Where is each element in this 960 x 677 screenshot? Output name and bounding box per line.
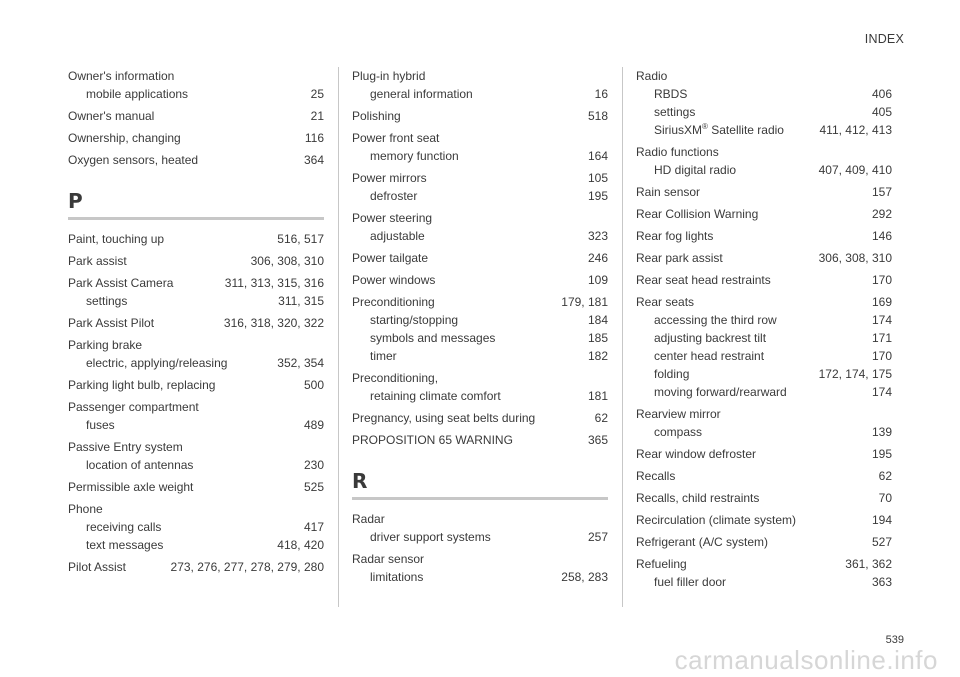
- index-subpage-ref: 418, 420: [277, 538, 324, 552]
- index-term: Rear seat head restraints: [636, 273, 771, 287]
- index-letter-heading: [352, 469, 608, 500]
- index-subterm: text messages: [86, 538, 164, 552]
- index-subterm: location of antennas: [86, 458, 194, 472]
- index-subpage-ref: 174: [871, 313, 892, 327]
- index-entry: [352, 550, 608, 586]
- index-subterm: general information: [370, 87, 473, 101]
- index-entry-row: [68, 500, 324, 518]
- index-entry: [352, 67, 608, 103]
- index-subentry: [636, 121, 892, 139]
- index-page-ref: 70: [878, 491, 892, 505]
- index-entry: [636, 67, 892, 139]
- index-subpage-ref: 185: [587, 331, 608, 345]
- index-entry-row: [352, 107, 608, 125]
- index-subterm: settings: [654, 105, 696, 119]
- index-subentry: [68, 518, 324, 536]
- index-entry: [68, 336, 324, 372]
- index-page-ref: 21: [310, 109, 324, 123]
- index-term: Rearview mirror: [636, 407, 721, 421]
- index-entry-row: [636, 533, 892, 551]
- index-entry: [352, 249, 608, 267]
- index-entry: [68, 398, 324, 434]
- index-entry: [636, 205, 892, 223]
- index-subpage-ref: 411, 412, 413: [819, 123, 892, 137]
- index-entry: [636, 405, 892, 441]
- index-subentry: [352, 227, 608, 245]
- index-entry-row: [636, 249, 892, 267]
- index-term: Passive Entry system: [68, 440, 183, 454]
- index-term: Parking brake: [68, 338, 143, 352]
- index-subentry: [352, 147, 608, 165]
- index-term: Power front seat: [352, 131, 440, 145]
- index-entry-row: [68, 151, 324, 169]
- index-term: Power steering: [352, 211, 433, 225]
- index-entry-row: [636, 405, 892, 423]
- index-entry-row: [636, 67, 892, 85]
- index-entry: [68, 151, 324, 169]
- index-term: Paint, touching up: [68, 232, 165, 246]
- index-page-ref: 62: [594, 411, 608, 425]
- index-subpage-ref: 181: [587, 389, 608, 403]
- index-term: Preconditioning,: [352, 371, 439, 385]
- index-subentry: [636, 103, 892, 121]
- index-entry-row: [352, 369, 608, 387]
- index-subpage-ref: 184: [587, 313, 608, 327]
- index-subentry: [352, 85, 608, 103]
- index-subterm: limitations: [370, 570, 424, 584]
- index-subpage-ref: 170: [871, 349, 892, 363]
- index-term: Refrigerant (A/C system): [636, 535, 769, 549]
- letter-rule: [68, 217, 324, 220]
- index-subpage-ref: 323: [587, 229, 608, 243]
- index-entry-row: [636, 489, 892, 507]
- index-subpage-ref: 195: [587, 189, 608, 203]
- index-term: Rear park assist: [636, 251, 723, 265]
- index-entry: [68, 67, 324, 103]
- index-subpage-ref: 311, 315: [278, 294, 324, 308]
- index-page-ref: 525: [303, 480, 324, 494]
- index-term: Park Assist Camera: [68, 276, 174, 290]
- index-entry-row: [68, 107, 324, 125]
- watermark-text: carmanualsonline.info: [674, 645, 938, 675]
- index-page-ref: 62: [878, 469, 892, 483]
- index-subentry: [68, 456, 324, 474]
- index-subterm: defroster: [370, 189, 418, 203]
- index-entry: [636, 271, 892, 289]
- index-entry: [352, 129, 608, 165]
- index-subterm: HD digital radio: [654, 163, 737, 177]
- index-entry-row: [636, 293, 892, 311]
- index-page-ref: 361, 362: [845, 557, 892, 571]
- index-subentry: [352, 347, 608, 365]
- index-subpage-ref: 230: [303, 458, 324, 472]
- index-subpage-ref: 489: [303, 418, 324, 432]
- index-subterm: folding: [654, 367, 690, 381]
- index-term: Radar: [352, 512, 385, 526]
- index-term: Rear fog lights: [636, 229, 714, 243]
- index-term: Rear Collision Warning: [636, 207, 759, 221]
- index-entry-row: [352, 169, 608, 187]
- index-entry: [352, 409, 608, 427]
- index-entry: [636, 445, 892, 463]
- index-entry-row: [352, 209, 608, 227]
- index-term: Rear window defroster: [636, 447, 757, 461]
- index-page-ref: 170: [871, 273, 892, 287]
- index-term: Recirculation (climate system): [636, 513, 797, 527]
- index-entry: [352, 169, 608, 205]
- index-entry-row: [352, 271, 608, 289]
- index-page-ref: 246: [587, 251, 608, 265]
- index-page-ref: 292: [871, 207, 892, 221]
- index-page-ref: 364: [303, 153, 324, 167]
- index-entry: [352, 369, 608, 405]
- letter-rule: [352, 497, 608, 500]
- index-entry: [352, 107, 608, 125]
- index-entry: [636, 249, 892, 267]
- index-entry: [636, 511, 892, 529]
- index-term: Recalls: [636, 469, 676, 483]
- index-subentry: [68, 536, 324, 554]
- index-entry-row: [352, 431, 608, 449]
- index-page-ref: 105: [587, 171, 608, 185]
- index-entry: [636, 143, 892, 179]
- index-subpage-ref: 257: [587, 530, 608, 544]
- index-entry: [68, 129, 324, 147]
- index-term: Passenger compartment: [68, 400, 199, 414]
- section-header: INDEX: [864, 32, 904, 46]
- index-term: Permissible axle weight: [68, 480, 194, 494]
- index-page-ref: 306, 308, 310: [250, 254, 324, 268]
- index-subpage-ref: 407, 409, 410: [818, 163, 892, 177]
- index-entry: [68, 107, 324, 125]
- index-subterm: driver support systems: [370, 530, 491, 544]
- index-subpage-ref: 363: [871, 575, 892, 589]
- index-entry-row: [636, 511, 892, 529]
- index-entry: [352, 209, 608, 245]
- index-entry: [68, 558, 324, 576]
- index-entry: [636, 467, 892, 485]
- index-letter-heading: [68, 189, 324, 220]
- index-term: Radio: [636, 69, 668, 83]
- index-subentry: [636, 161, 892, 179]
- index-term: Parking light bulb, replacing: [68, 378, 216, 392]
- index-entry: [68, 274, 324, 310]
- index-term: Pregnancy, using seat belts during: [352, 411, 536, 425]
- index-term: Park assist: [68, 254, 127, 268]
- index-subentry: [68, 416, 324, 434]
- index-subentry: [636, 423, 892, 441]
- index-page-ref: 365: [587, 433, 608, 447]
- index-entry: [352, 510, 608, 546]
- index-letter: R: [352, 469, 368, 493]
- index-subentry: [352, 387, 608, 405]
- index-subterm: moving forward/rearward: [654, 385, 787, 399]
- index-page-ref: 109: [587, 273, 608, 287]
- index-subentry: [352, 528, 608, 546]
- index-subterm: accessing the third row: [654, 313, 777, 327]
- index-entry-row: [68, 398, 324, 416]
- index-page-ref: 316, 318, 320, 322: [223, 316, 324, 330]
- index-subterm: receiving calls: [86, 520, 162, 534]
- index-entry: [68, 376, 324, 394]
- index-entry: [636, 183, 892, 201]
- index-entry: [68, 438, 324, 474]
- index-term: Radar sensor: [352, 552, 425, 566]
- index-term: Power tailgate: [352, 251, 429, 265]
- index-subpage-ref: 174: [871, 385, 892, 399]
- index-term: Rear seats: [636, 295, 695, 309]
- index-subpage-ref: 182: [587, 349, 608, 363]
- index-subterm: adjustable: [370, 229, 425, 243]
- index-page-ref: 518: [587, 109, 608, 123]
- index-entry: [68, 314, 324, 332]
- index-term: Recalls, child restraints: [636, 491, 760, 505]
- index-entry: [352, 431, 608, 449]
- index-subpage-ref: 25: [310, 87, 324, 101]
- index-page-ref: 500: [303, 378, 324, 392]
- index-subterm: [654, 121, 784, 139]
- index-entry-row: [636, 555, 892, 573]
- index-entry-row: [352, 510, 608, 528]
- index-term: Radio functions: [636, 145, 719, 159]
- index-subentry: [352, 329, 608, 347]
- index-subentry: [68, 354, 324, 372]
- index-entry-row: [352, 550, 608, 568]
- index-subpage-ref: 172, 174, 175: [818, 367, 892, 381]
- index-subterm: timer: [370, 349, 397, 363]
- index-subentry: [636, 347, 892, 365]
- index-entry-row: [68, 376, 324, 394]
- index-entry-row: [68, 478, 324, 496]
- index-entry-row: [636, 143, 892, 161]
- index-entry: [636, 533, 892, 551]
- index-entry: [352, 293, 608, 365]
- index-entry-row: [68, 438, 324, 456]
- index-subterm: starting/stopping: [370, 313, 459, 327]
- index-entry: [68, 500, 324, 554]
- index-entry: [68, 478, 324, 496]
- index-entry: [636, 293, 892, 401]
- index-subentry: [352, 311, 608, 329]
- index-page-ref: 527: [871, 535, 892, 549]
- index-page-ref: 169: [871, 295, 892, 309]
- index-column-2: [352, 67, 608, 590]
- index-term: Phone: [68, 502, 103, 516]
- index-page-ref: 194: [871, 513, 892, 527]
- index-term: Owner's manual: [68, 109, 155, 123]
- index-subpage-ref: 139: [871, 425, 892, 439]
- index-entry-row: [636, 205, 892, 223]
- index-column-1: [68, 67, 324, 580]
- index-entry-row: [636, 227, 892, 245]
- index-subentry: [636, 85, 892, 103]
- index-entry-row: [68, 67, 324, 85]
- index-subterm: RBDS: [654, 87, 688, 101]
- index-page-ref: 195: [871, 447, 892, 461]
- index-page-ref: 306, 308, 310: [818, 251, 892, 265]
- index-subpage-ref: 405: [871, 105, 892, 119]
- index-entry-row: [68, 230, 324, 248]
- index-page-ref: 516, 517: [277, 232, 324, 246]
- index-entry-row: [68, 274, 324, 292]
- index-subentry: [68, 85, 324, 103]
- index-entry: [636, 555, 892, 591]
- page-number: 539: [885, 634, 904, 646]
- index-subentry: [636, 573, 892, 591]
- registered-mark: ®: [702, 122, 708, 131]
- index-term: PROPOSITION 65 WARNING: [352, 433, 513, 447]
- index-entry-row: [352, 293, 608, 311]
- index-subterm: compass: [654, 425, 703, 439]
- index-entry: [352, 271, 608, 289]
- index-subterm: electric, applying/releasing: [86, 356, 228, 370]
- index-term: Polishing: [352, 109, 401, 123]
- index-entry-row: [636, 445, 892, 463]
- index-subpage-ref: 352, 354: [277, 356, 324, 370]
- index-subentry: [636, 365, 892, 383]
- index-subterm: fuel filler door: [654, 575, 727, 589]
- index-subpage-ref: 417: [303, 520, 324, 534]
- index-letter: P: [68, 189, 83, 213]
- index-term: Preconditioning: [352, 295, 435, 309]
- index-entry-row: [636, 271, 892, 289]
- index-term: Power windows: [352, 273, 436, 287]
- index-page-ref: 116: [304, 131, 324, 145]
- index-subentry: [68, 292, 324, 310]
- index-subpage-ref: 258, 283: [561, 570, 608, 584]
- index-page-ref: 273, 276, 277, 278, 279, 280: [170, 560, 324, 574]
- index-term: Oxygen sensors, heated: [68, 153, 199, 167]
- index-entry-row: [352, 129, 608, 147]
- index-subentry: [636, 383, 892, 401]
- index-subterm: adjusting backrest tilt: [654, 331, 767, 345]
- index-entry: [636, 489, 892, 507]
- index-subterm: center head restraint: [654, 349, 765, 363]
- index-subterm: retaining climate comfort: [370, 389, 501, 403]
- index-subterm: mobile applications: [86, 87, 189, 101]
- subterm-text: SiriusXM: [654, 123, 703, 137]
- index-term: Rain sensor: [636, 185, 701, 199]
- index-entry-row: [68, 314, 324, 332]
- index-subterm: fuses: [86, 418, 115, 432]
- index-term: Ownership, changing: [68, 131, 181, 145]
- index-subentry: [636, 329, 892, 347]
- index-entry-row: [68, 129, 324, 147]
- index-entry: [68, 252, 324, 270]
- index-subentry: [352, 187, 608, 205]
- column-divider: [338, 67, 339, 607]
- index-entry-row: [352, 409, 608, 427]
- index-subentry: [352, 568, 608, 586]
- index-page-ref: 146: [871, 229, 892, 243]
- index-term: Park Assist Pilot: [68, 316, 155, 330]
- index-entry-row: [68, 252, 324, 270]
- index-subpage-ref: 406: [871, 87, 892, 101]
- index-entry: [68, 230, 324, 248]
- index-page-ref: 157: [871, 185, 892, 199]
- index-subterm: symbols and messages: [370, 331, 496, 345]
- index-subpage-ref: 164: [587, 149, 608, 163]
- index-entry-row: [636, 467, 892, 485]
- index-page-ref: 179, 181: [561, 295, 608, 309]
- index-subpage-ref: 16: [594, 87, 608, 101]
- index-subpage-ref: 171: [871, 331, 892, 345]
- index-entry-row: [68, 336, 324, 354]
- index-term: Pilot Assist: [68, 560, 127, 574]
- index-term: Owner's information: [68, 69, 175, 83]
- index-entry-row: [636, 183, 892, 201]
- index-entry: [636, 227, 892, 245]
- subterm-text-rest: Satellite radio: [707, 123, 784, 137]
- index-term: Plug-in hybrid: [352, 69, 426, 83]
- index-subentry: [636, 311, 892, 329]
- index-subterm: memory function: [370, 149, 459, 163]
- index-page-ref: 311, 313, 315, 316: [224, 276, 324, 290]
- index-entry-row: [352, 249, 608, 267]
- column-divider: [622, 67, 623, 607]
- index-term: Power mirrors: [352, 171, 427, 185]
- index-column-3: [636, 67, 892, 595]
- index-entry-row: [68, 558, 324, 576]
- index-subterm: settings: [86, 294, 128, 308]
- index-term: Refueling: [636, 557, 687, 571]
- index-entry-row: [352, 67, 608, 85]
